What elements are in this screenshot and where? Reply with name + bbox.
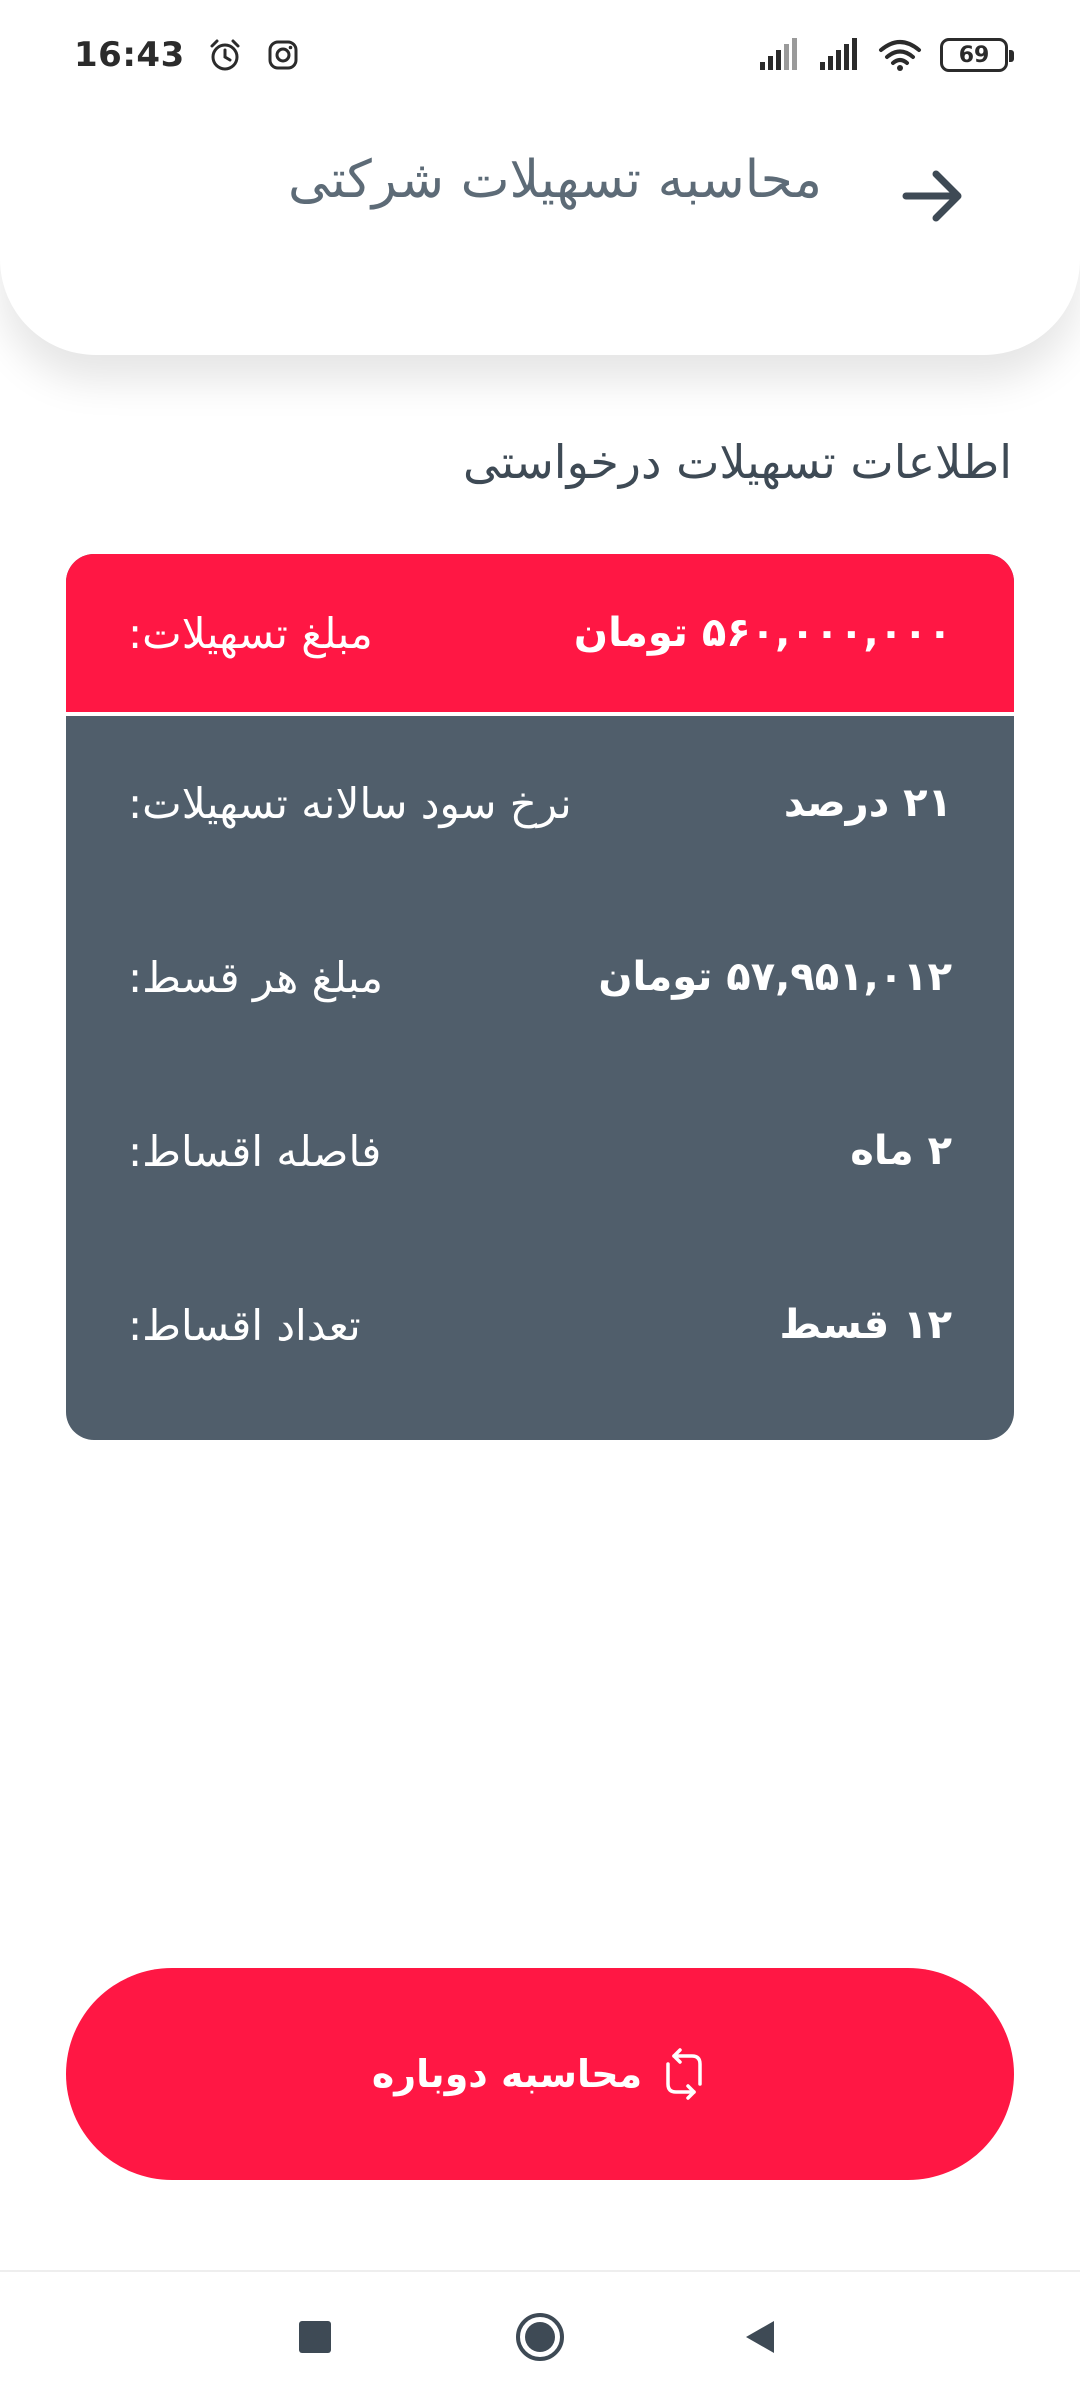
info-row-installment-interval [66,1064,1014,1238]
info-label: فاصله اقساط: [128,1126,382,1176]
status-time: 16:43 [74,35,185,75]
recent-apps-button[interactable] [280,2302,350,2372]
info-value: ۱۲ قسط [779,1302,952,1348]
info-row-amount [66,554,1014,716]
info-value: ۲۱ درصد [783,780,952,826]
instagram-icon [265,37,301,73]
info-value: ۵۶۰,۰۰۰,۰۰۰ تومان [573,610,952,656]
back-nav-button[interactable] [725,2302,795,2372]
recent-apps-icon [297,2319,333,2355]
navigation-bar [0,2270,1080,2400]
info-value: ۲ ماه [850,1128,952,1174]
refresh-icon [660,2046,708,2102]
info-row-interest-rate [66,716,1014,890]
info-label: مبلغ هر قسط: [128,952,384,1002]
info-row-installment-count [66,1238,1014,1412]
signal-icon [818,38,860,72]
section-title: اطلاعات تسهیلات درخواستی [463,435,1012,489]
facility-info-card [66,554,1014,1440]
wifi-icon [878,38,922,72]
recalculate-button[interactable] [66,1968,1014,2180]
recalculate-label: محاسبه دوباره [371,2052,643,2096]
arrow-right-icon [902,168,966,224]
battery-level: 69 [958,42,990,68]
home-button[interactable] [505,2302,575,2372]
status-bar [0,0,1080,110]
info-row-installment-amount [66,890,1014,1064]
page-title: محاسبه تسهیلات شرکتی [287,150,822,210]
info-label: مبلغ تسهیلات: [128,608,373,658]
back-icon [740,2317,780,2357]
back-button[interactable] [898,160,970,232]
battery-icon [940,38,1008,72]
signal-icon [758,38,800,72]
alarm-icon [207,37,243,73]
info-label: نرخ سود سالانه تسهیلات: [128,778,572,828]
home-icon [514,2311,566,2363]
info-value: ۵۷,۹۵۱,۰۱۲ تومان [598,954,952,1000]
info-label: تعداد اقساط: [128,1300,361,1350]
